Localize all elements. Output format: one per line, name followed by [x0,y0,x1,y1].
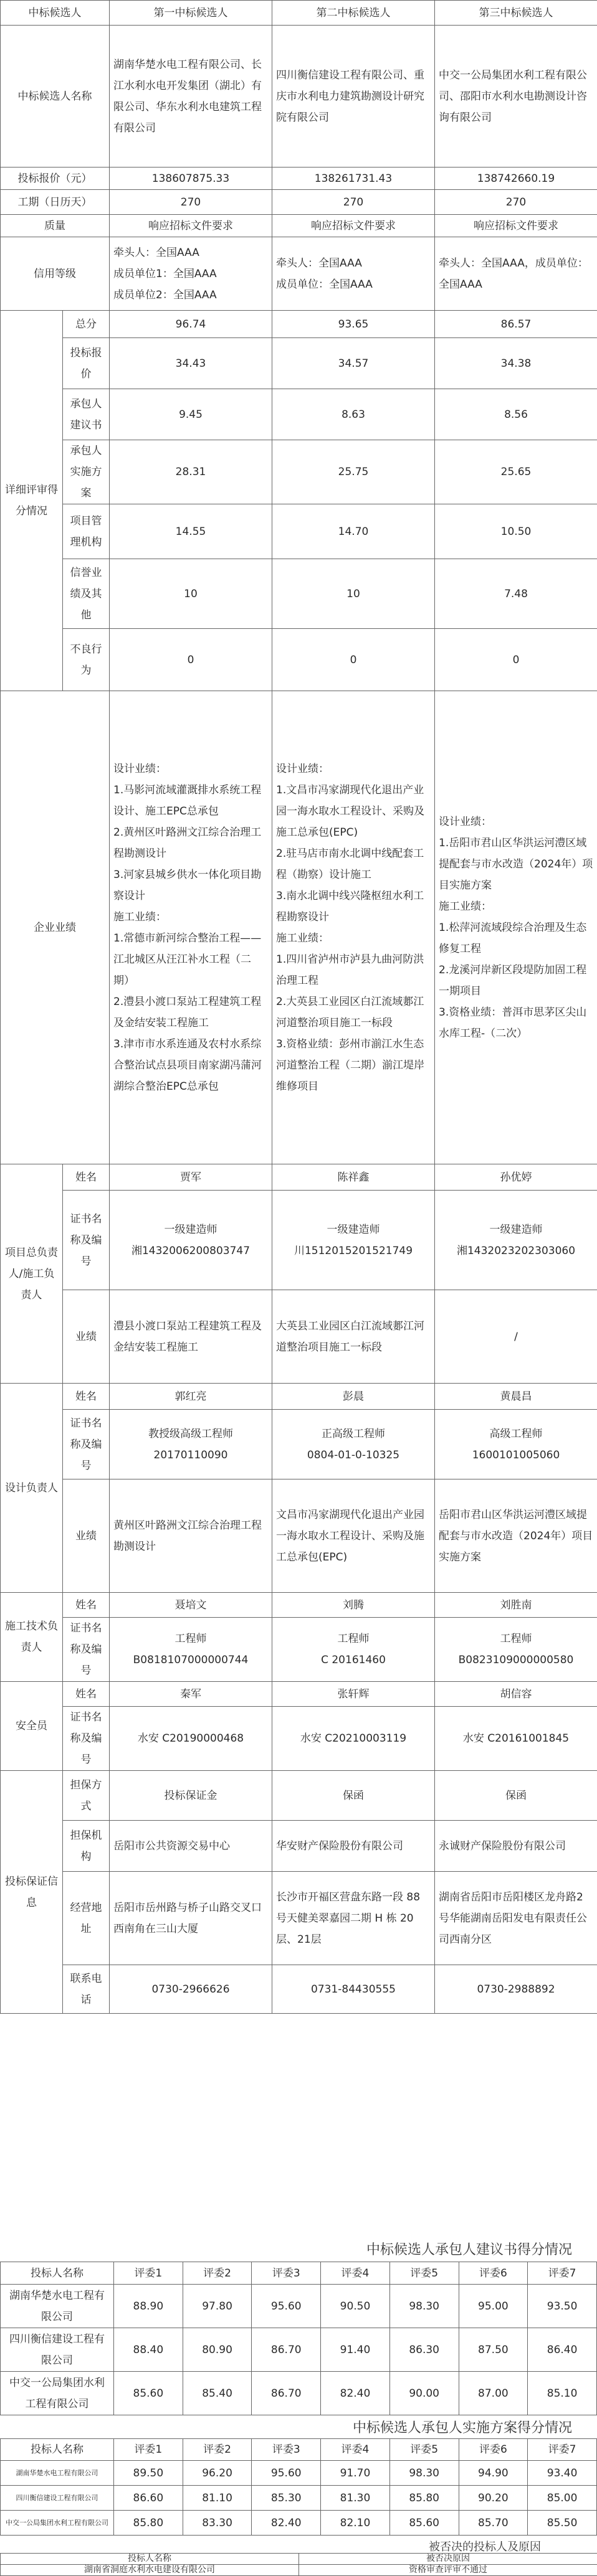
score-cell: 87.50 [459,2328,528,2372]
score-cell: 87.00 [459,2372,528,2415]
person-name: 刘腾 [272,1593,435,1618]
header-cell: 第二中标候选人 [272,1,435,26]
score-cell: 85.70 [459,2511,528,2536]
score-cell: 90.50 [321,2285,390,2328]
score-cell: 81.30 [321,2486,390,2511]
review-row [1,440,597,504]
header-cell: 评委3 [252,2439,321,2461]
period-value: 270 [272,190,435,215]
header-cell: 评委7 [528,2439,597,2461]
person-name: 刘胜南 [435,1593,597,1618]
cert-value: 高级工程师 1600101005060 [435,1410,597,1479]
row-label: 姓名 [63,1384,110,1410]
rejected-table [0,2553,597,2576]
person-name: 胡信容 [435,1682,597,1707]
score-cell: 90.00 [389,2372,459,2415]
score-cell: 95.60 [252,2285,321,2328]
cert-value: 工程师 B0818107000000744 [110,1618,272,1682]
score-cell: 98.30 [389,2461,459,2486]
review-value: 7.48 [435,559,597,629]
score-cell: 86.40 [528,2328,597,2372]
header-cell: 评委6 [459,2262,528,2285]
cert-value: 水安 C20190000468 [110,1707,272,1771]
quality-row [1,215,597,237]
score-cell: 85.60 [114,2372,183,2415]
pm-row [1,1191,597,1290]
performance-value: 设计业绩： 1.岳阳市君山区华洪运河澧区域提配套与市水改造（2024年）项目实施方案 施工业绩： 1.松萍河流域段综合治理及生态修复工程 2.龙溪河岸新区段堤防加固工程一期项目 3.资格业绩：普洱市思茅区尖山水库工程-（二次） [435,691,597,1164]
score-cell: 85.80 [389,2486,459,2511]
header-cell: 中标候选人 [1,1,110,26]
bond-value: 0730-2988892 [435,1965,597,2014]
table-row [1,2486,597,2511]
period-row [1,190,597,215]
bond-row [1,1872,597,1965]
person-name: 贾军 [110,1164,272,1191]
achievement-value: 大英县工业园区白江流域郪江河道整治项目施工一标段 [272,1290,435,1384]
quality-value: 响应招标文件要求 [110,215,272,237]
score-cell: 86.70 [252,2328,321,2372]
performance-row [1,691,597,1164]
score-cell: 98.30 [389,2285,459,2328]
bond-row [1,1821,597,1872]
score-cell: 88.90 [114,2285,183,2328]
person-name: 郭红亮 [110,1384,272,1410]
review-value: 10 [272,559,435,629]
score-cell: 86.60 [114,2486,183,2511]
score-cell: 85.80 [114,2511,183,2536]
score-cell: 85.30 [252,2486,321,2511]
review-row [1,311,597,338]
header-row [1,1,597,26]
review-item: 信誉业绩及其他 [63,559,110,629]
table-row [1,2511,597,2536]
review-row [1,559,597,629]
reject-reason: 资格审查评审不通过 [299,2565,597,2576]
bidder-name: 中交一公局集团水利工程有限公司 [1,2511,114,2536]
review-row [1,629,597,691]
bond-value: 华安财产保险股份有限公司 [272,1821,435,1872]
header-cell: 评委2 [183,2439,252,2461]
header-cell: 第三中标候选人 [435,1,597,26]
row-label: 工期（日历天） [1,190,110,215]
bidder-name: 湖南省洞庭水利水电建设有限公司 [1,2565,299,2576]
score-cell: 86.70 [252,2372,321,2415]
cert-value: 教授级高级工程师 20170110090 [110,1410,272,1479]
bidder-name: 四川衡信建设工程有限公司 [1,2328,114,2372]
score-cell: 91.70 [321,2461,390,2486]
review-value: 34.38 [435,338,597,389]
score-cell: 82.40 [321,2372,390,2415]
header-row [1,2262,597,2285]
person-name: 聂培文 [110,1593,272,1618]
row-label: 业绩 [63,1290,110,1384]
achievement-value: / [435,1290,597,1384]
performance-value: 设计业绩： 1.文昌市冯家湖现代化退出产业园一海水取水工程设计、采购及施工总承包(EPC) 2.驻马店市南水北调中线配套工程（勘察）设计施工 3.南水北调中线兴隆枢纽水利工程勘察设计 施工业绩： 1.四川省泸州市泸县九曲河防洪治理工程 2.大英县工业园区白江流域郪江河道整治项目施工一标段 3.资格业绩：彭州市湔江水生态河道整治工程（二期）湔江堤岸维修项目 [272,691,435,1164]
person-name: 孙优婷 [435,1164,597,1191]
score-cell: 86.30 [389,2328,459,2372]
cert-value: 工程师 C 20161460 [272,1618,435,1682]
bond-value: 永诚财产保险股份有限公司 [435,1821,597,1872]
pm-label: 项目总负责人/施工负责人 [1,1164,63,1384]
row-label: 质量 [1,215,110,237]
row-label: 经营地址 [63,1872,110,1965]
period-value: 270 [435,190,597,215]
score-cell: 91.40 [321,2328,390,2372]
header-cell: 评委4 [321,2262,390,2285]
implementation-scores-table [0,2438,597,2536]
proposal-scores-caption: 中标候选人承包人建议书得分情况 [366,2242,572,2258]
table-row [1,2372,597,2415]
review-row [1,338,597,389]
header-cell: 评委6 [459,2439,528,2461]
candidate-name: 湖南华楚水电工程有限公司、长江水利水电开发集团（湖北）有限公司、华东水利水电建筑工程有限公司 [110,26,272,167]
header-cell: 评委3 [252,2262,321,2285]
header-cell: 评委4 [321,2439,390,2461]
review-value: 14.70 [272,504,435,559]
cert-value: 工程师 B0823109000000580 [435,1618,597,1682]
quality-value: 响应招标文件要求 [435,215,597,237]
review-value: 10.50 [435,504,597,559]
bond-value: 0730-2966626 [110,1965,272,2014]
row-label: 信用等级 [1,237,110,311]
safety-row [1,1682,597,1707]
review-row [1,504,597,559]
row-label: 投标报价（元） [1,167,110,190]
review-label: 详细评审得分情况 [1,311,63,691]
review-item: 承包人建议书 [63,389,110,440]
credit-row [1,237,597,311]
review-value: 0 [435,629,597,691]
review-item: 总分 [63,311,110,338]
review-value: 9.45 [110,389,272,440]
person-name: 黄晨昌 [435,1384,597,1410]
review-value: 8.56 [435,389,597,440]
score-cell: 89.50 [114,2461,183,2486]
score-cell: 83.30 [183,2511,252,2536]
credit-value: 牵头人：全国AAA，成员单位：全国AAA [435,237,597,311]
implementation-scores-caption: 中标候选人承包人实施方案得分情况 [352,2420,572,2436]
bidder-name: 湖南华楚水电工程有限公司 [1,2285,114,2328]
review-item: 承包人实施方案 [63,440,110,504]
header-cell: 评委1 [114,2439,183,2461]
review-value: 96.74 [110,311,272,338]
safety-label: 安全员 [1,1682,63,1771]
design-label: 设计负责人 [1,1384,63,1593]
table-row [1,2285,597,2328]
achievement-value: 岳阳市君山区华洪运河澧区域提配套与市水改造（2024年）项目实施方案 [435,1479,597,1593]
pm-row [1,1164,597,1191]
design-row [1,1384,597,1410]
person-name: 陈祥鑫 [272,1164,435,1191]
tech-label: 施工技术负责人 [1,1593,63,1682]
review-value: 28.31 [110,440,272,504]
bid-value: 138261731.43 [272,167,435,190]
bond-value: 0731-84430555 [272,1965,435,2014]
achievement-value: 澧县小渡口泵站工程建筑工程及金结安装工程施工 [110,1290,272,1384]
score-cell: 97.80 [183,2285,252,2328]
cert-value: 正高级工程师 0804-01-0-10325 [272,1410,435,1479]
achievement-value: 文昌市冯家湖现代化退出产业园一海水取水工程设计、采购及施工总承包(EPC) [272,1479,435,1593]
proposal-scores-table [0,2262,597,2415]
bond-value: 保函 [272,1771,435,1821]
bid-row [1,167,597,190]
cert-value: 一级建造师 湘1432006200803747 [110,1191,272,1290]
score-cell: 88.40 [114,2328,183,2372]
score-cell: 85.10 [528,2372,597,2415]
score-cell: 85.50 [528,2511,597,2536]
row-label: 企业业绩 [1,691,110,1164]
review-value: 86.57 [435,311,597,338]
row-label: 姓名 [63,1593,110,1618]
score-cell: 90.20 [459,2486,528,2511]
bond-value: 长沙市开福区营盘东路一段 88号天健美翠嘉园二期 H 栋 20层、21层 [272,1872,435,1965]
score-cell: 85.40 [183,2372,252,2415]
bond-value: 岳阳市公共资源交易中心 [110,1821,272,1872]
row-label: 证书名称及编号 [63,1707,110,1771]
review-row [1,389,597,440]
header-cell: 评委5 [389,2439,459,2461]
review-value: 34.57 [272,338,435,389]
score-cell: 85.00 [528,2486,597,2511]
header-cell: 投标人名称 [1,2262,114,2285]
score-cell: 82.40 [252,2511,321,2536]
review-value: 14.55 [110,504,272,559]
bond-value: 湖南省岳阳市岳阳楼区龙舟路2号华能湖南岳阳发电有限责任公司西南分区 [435,1872,597,1965]
review-value: 93.65 [272,311,435,338]
cert-value: 一级建造师 湘1432023202303060 [435,1191,597,1290]
header-cell: 被否决原因 [299,2554,597,2565]
score-cell: 93.50 [528,2285,597,2328]
review-item: 投标报价 [63,338,110,389]
row-label: 担保机构 [63,1821,110,1872]
credit-value: 牵头人：全国AAA 成员单位1：全国AAA 成员单位2：全国AAA [110,237,272,311]
review-value: 34.43 [110,338,272,389]
bond-value: 投标保证金 [110,1771,272,1821]
credit-value: 牵头人：全国AAA 成员单位：全国AAA [272,237,435,311]
candidate-name: 中交一公局集团水利工程有限公司、邵阳市水利水电勘测设计咨询有限公司 [435,26,597,167]
score-cell: 93.40 [528,2461,597,2486]
person-name: 秦军 [110,1682,272,1707]
bid-value: 138607875.33 [110,167,272,190]
review-value: 25.75 [272,440,435,504]
header-cell: 投标人名称 [1,2439,114,2461]
bid-value: 138742660.19 [435,167,597,190]
period-value: 270 [110,190,272,215]
rejected-caption: 被否决的投标人及原因 [429,2541,541,2554]
bond-row [1,1965,597,2014]
review-value: 25.65 [435,440,597,504]
review-value: 8.63 [272,389,435,440]
bidder-name: 四川衡信建设工程有限公司 [1,2486,114,2511]
score-cell: 95.00 [459,2285,528,2328]
tech-row [1,1618,597,1682]
cert-value: 水安 C20161001845 [435,1707,597,1771]
review-item: 不良行为 [63,629,110,691]
row-label: 证书名称及编号 [63,1618,110,1682]
score-cell: 82.10 [321,2511,390,2536]
header-cell: 评委7 [528,2262,597,2285]
table-row [1,2565,597,2576]
bond-row [1,1771,597,1821]
tech-row [1,1593,597,1618]
bond-label: 投标保证信息 [1,1771,63,2014]
pm-row [1,1290,597,1384]
table-row [1,2328,597,2372]
quality-value: 响应招标文件要求 [272,215,435,237]
performance-value: 设计业绩： 1.马影河流域灌溉排水系统工程设计、施工EPC总承包 2.黄州区叶路洲文江综合治理工程勘测设计 3.河家县城乡供水一体化项目勘察设计 施工业绩： 1.常德市新河综合整治工程——江北城区从汪江补水工程（二期） 2.澧县小渡口泵站工程建筑工程及金结安装工程施工 3.津市市水系连通及农村水系综合整治试点县项目南家湖冯蒲河湖综合整治EPC总承包 [110,691,272,1164]
table-row [1,2461,597,2486]
row-label: 担保方式 [63,1771,110,1821]
header-cell: 评委2 [183,2262,252,2285]
row-label: 证书名称及编号 [63,1191,110,1290]
achievement-value: 黄州区叶路洲文江综合治理工程勘测设计 [110,1479,272,1593]
bidder-name: 湖南华楚水电工程有限公司 [1,2461,114,2486]
review-value: 10 [110,559,272,629]
safety-row [1,1707,597,1771]
review-value: 0 [110,629,272,691]
score-cell: 80.90 [183,2328,252,2372]
header-cell: 评委5 [389,2262,459,2285]
row-label: 联系电话 [63,1965,110,2014]
header-cell: 投标人名称 [1,2554,299,2565]
score-cell: 95.60 [252,2461,321,2486]
row-label: 中标候选人名称 [1,26,110,167]
row-label: 证书名称及编号 [63,1410,110,1479]
design-row [1,1479,597,1593]
score-cell: 85.60 [389,2511,459,2536]
header-cell: 评委1 [114,2262,183,2285]
candidate-name: 四川衡信建设工程有限公司、重庆市水利电力建筑勘测设计研究院有限公司 [272,26,435,167]
person-name: 彭晨 [272,1384,435,1410]
person-name: 张轩辉 [272,1682,435,1707]
review-item: 项目管理机构 [63,504,110,559]
score-cell: 81.10 [183,2486,252,2511]
row-label: 姓名 [63,1164,110,1191]
cert-value: 水安 C20210003119 [272,1707,435,1771]
header-cell: 第一中标候选人 [110,1,272,26]
header-row [1,2554,597,2565]
header-row [1,2439,597,2461]
bidder-name: 中交一公局集团水利工程有限公司 [1,2372,114,2415]
row-label: 姓名 [63,1682,110,1707]
review-value: 0 [272,629,435,691]
score-cell: 94.90 [459,2461,528,2486]
score-cell: 96.20 [183,2461,252,2486]
bond-value: 岳阳市岳州路与桥子山路交叉口西南角在三山大厦 [110,1872,272,1965]
row-label: 业绩 [63,1479,110,1593]
bond-value: 保函 [435,1771,597,1821]
cert-value: 一级建造师 川1512015201521749 [272,1191,435,1290]
design-row [1,1410,597,1479]
name-row [1,26,597,167]
